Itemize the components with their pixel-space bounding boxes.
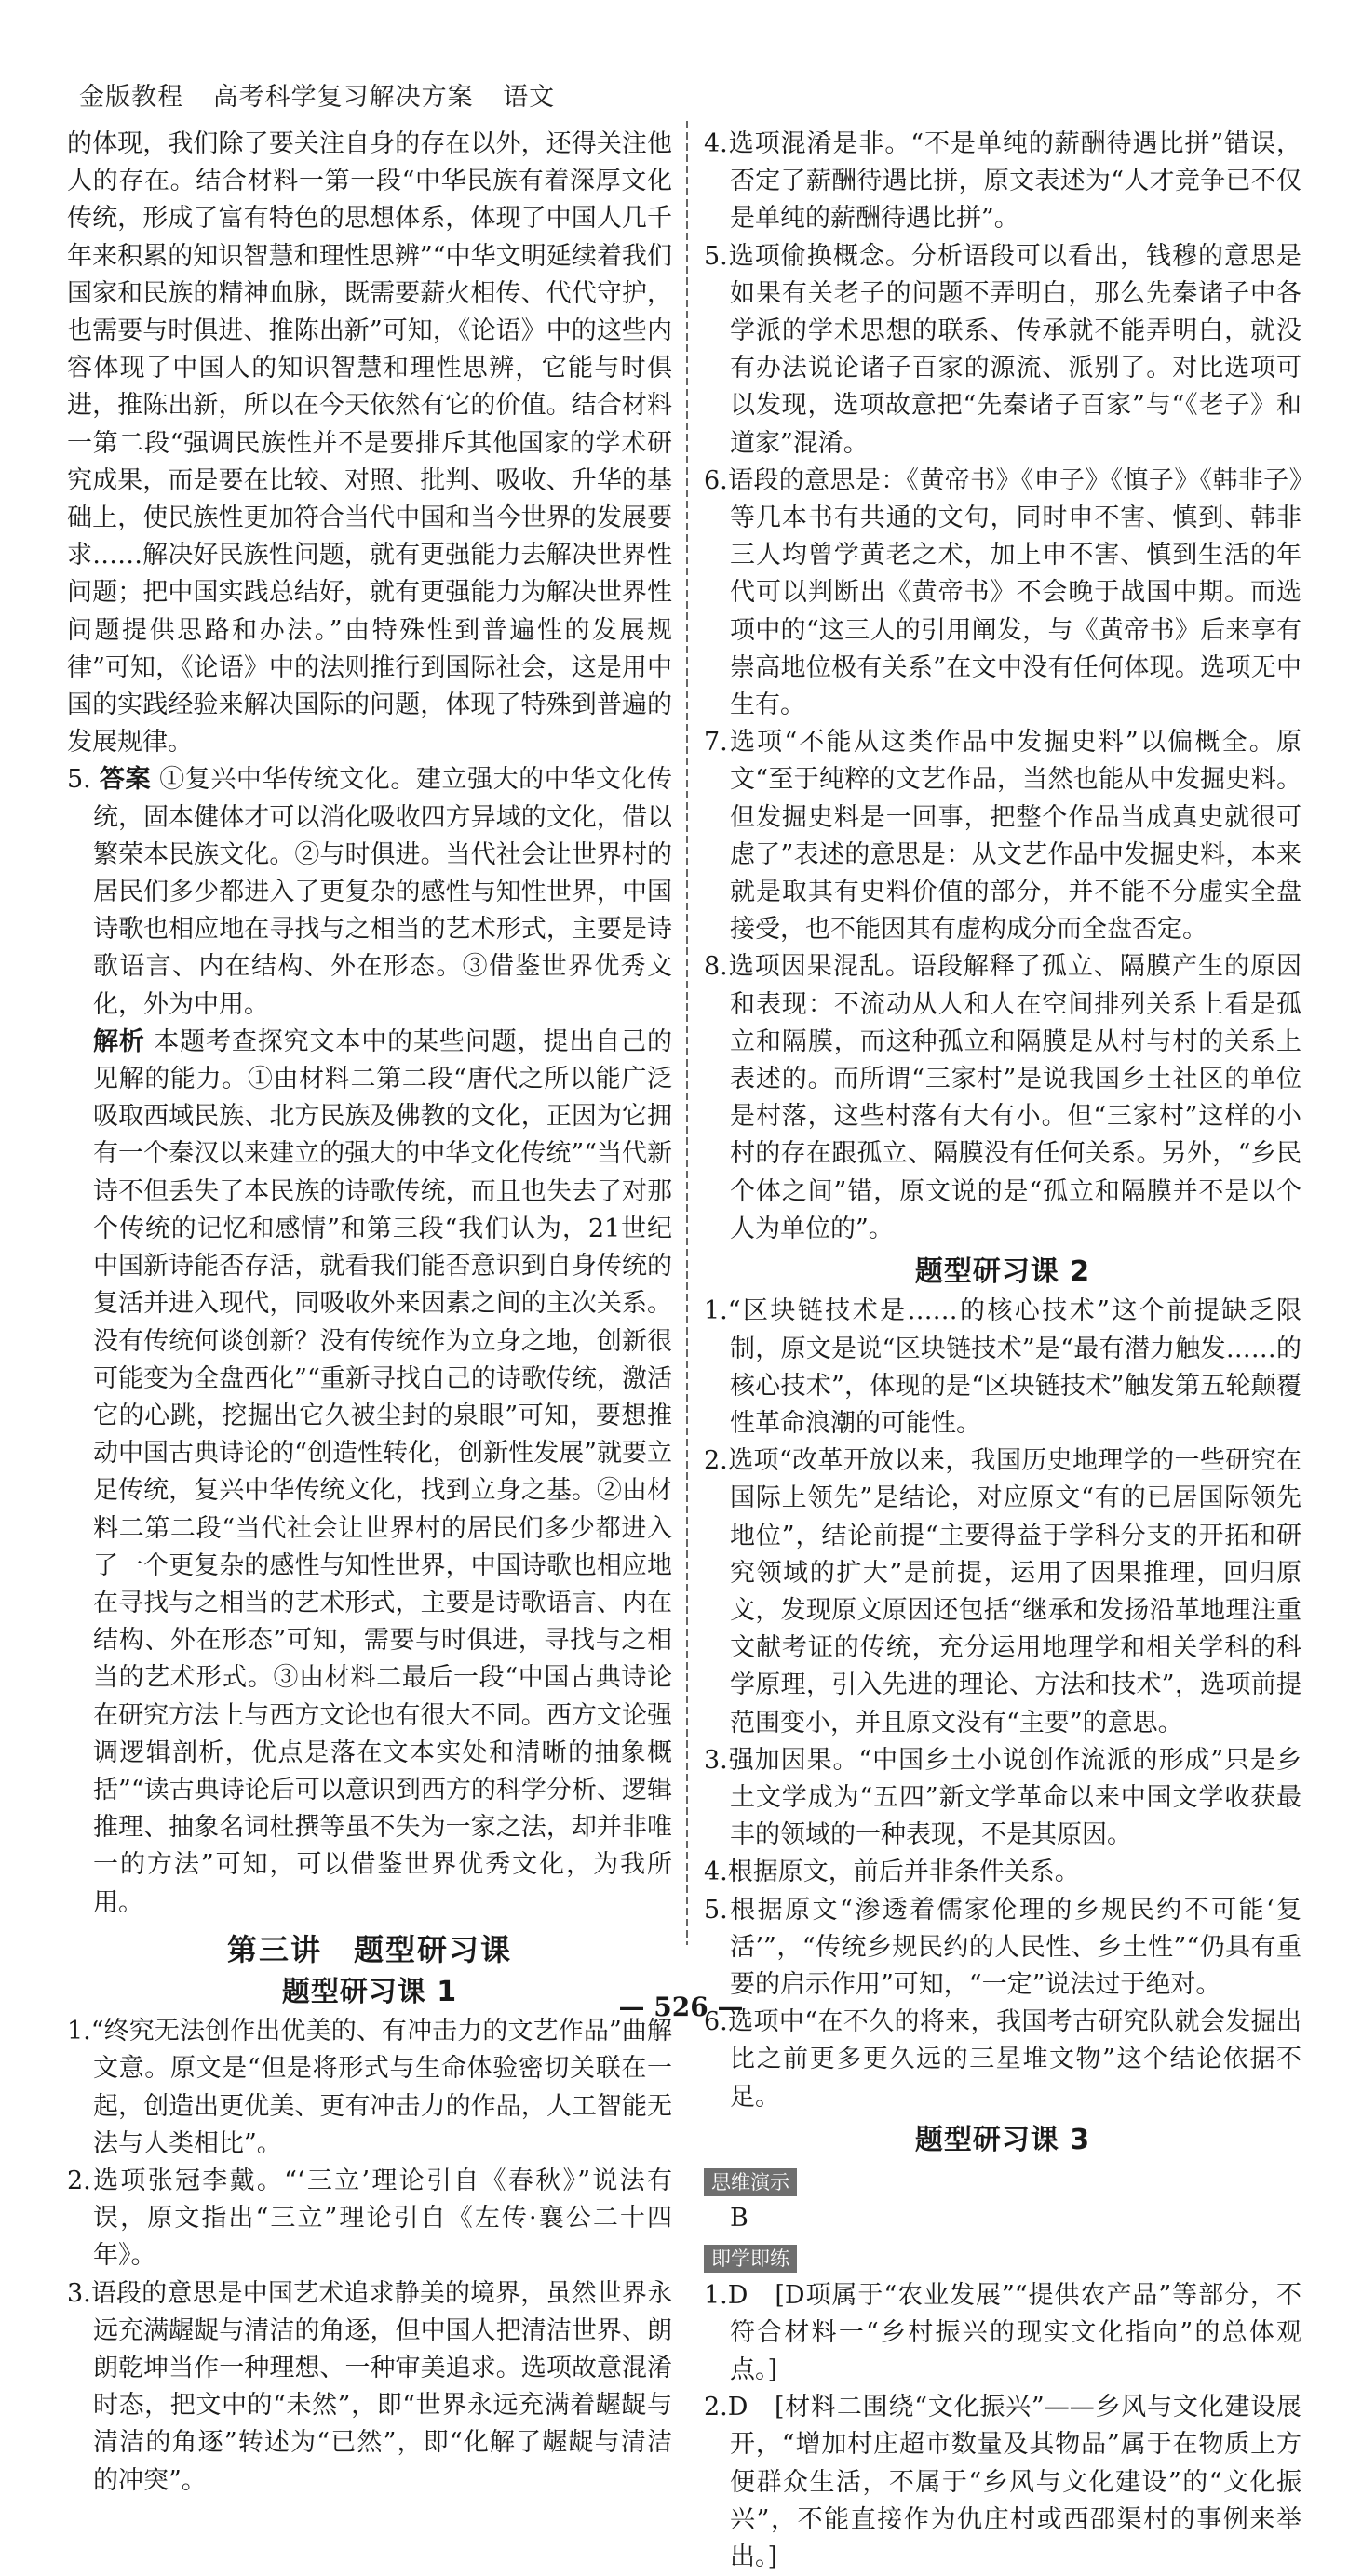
list-item: 7.选项“不能从这类作品中发掘史料”以偏概全。原文“至于纯粹的文艺作品，当然也能从中发掘史料。但发掘史料是一回事，把整个作品当成真史就很可虑了”表述的意思是：从文艺作品中发掘史料，本来就是取其有史料价值的部分，并不能不分虚实全盘接受，也不能因其有虚构成分而全盘否定。	[704, 728, 1301, 945]
series-title: 高考科学复习解决方案	[212, 83, 474, 112]
thinking-demo-tag: 思维演示	[704, 2168, 797, 2196]
book-title: 金版教程	[79, 83, 183, 112]
answer-text: ①复兴中华传统文化。建立强大的中华文化传统，固本健体才可以消化吸收四方异域的文化，借以繁荣本民族文化。②与时俱进。当代社会让世界村的居民们多少都进入了更复杂的感性与知性世界，中国诗歌也相应地在寻找与之相当的艺术形式，主要是诗歌语言、内在结构、外在形态。③借鉴世界优秀文化，外为中用。	[93, 765, 672, 1019]
section-title-2: 题型研习课 2	[914, 1255, 1091, 1289]
question-5-analysis	[67, 1024, 672, 1922]
section-title-3: 题型研习课 3	[914, 2123, 1091, 2156]
right-column	[704, 126, 1301, 2576]
section-title-1: 题型研习课 1	[281, 1975, 458, 2008]
list-item: 6.选项中“在不久的将来，我国考古研究队就会发掘出比之前更多更久远的三星堆文物”这个结论依据不足。	[704, 2007, 1301, 2112]
list-item: 5.选项偷换概念。分析语段可以看出，钱穆的意思是如果有关老子的问题不弄明白，那么先秦诸子中各学派的学术思想的联系、传承就不能弄明白，就没有办法说论诸子百家的源流、派别了。对比选项可以发现，选项故意把“先秦诸子百家”与“《老子》和道家”混淆。	[704, 241, 1301, 458]
page-number: — 526 —	[618, 1992, 744, 2022]
list-item: 3.语段的意思是中国艺术追求静美的境界，虽然世界永远充满龌龊与清洁的角逐，但中国人把清洁世界、朗朗乾坤当作一种理想、一种审美追求。选项故意混淆时态，把文中的“未然”，即“世界永远充满着龌龊与清洁的角逐”转述为“已然”，即“化解了龌龊与清洁的冲突”。	[67, 2278, 672, 2495]
continued-paragraph: 的体现，我们除了要关注自身的存在以外，还得关注他人的存在。结合材料一第一段“中华民族有着深厚文化传统，形成了富有特色的思想体系，体现了中国人几千年来积累的知识智慧和理性思辨”“中华文明延续着我们国家和民族的精神血脉，既需要薪火相传、代代守护，也需要与时俱进、推陈出新”可知，《论语》中的这些内容体现了中国人的知识智慧和理性思辨，它能与时俱进，推陈出新，所以在今天依然有它的价值。结合材料一第二段“强调民族性并不是要排斥其他国家的学术研究成果，而是要在比较、对照、批判、吸收、升华的基础上，使民族性更加符合当代中国和当今世界的发展要求……解决好民族性问题，就有更强能力去解决世界性问题；把中国实践总结好，就有更强能力为解决世界性问题提供思路和办法。”由特殊性到普遍性的发展规律”可知，《论语》中的法则推行到国际社会，这是用中国的实践经验来解决国际的问题，体现了特殊到普遍的发展规律。	[67, 129, 672, 758]
list-item: 4.选项混淆是非。“不是单纯的薪酬待遇比拼”错误，否定了薪酬待遇比拼，原文表述为“人才竞争已不仅是单纯的薪酬待遇比拼”。	[704, 129, 1301, 234]
list-item: 1.“区块链技术是……的核心技术”这个前提缺乏限制，原文是说“区块链技术”是“最有潜力触发……的核心技术”，体现的是“区块链技术”触发第五轮颠覆性革命浪潮的可能性。	[704, 1296, 1301, 1438]
list-item: 2.选项张冠李戴。“‘三立’理论引自《春秋》”说法有误，原文指出“三立”理论引自《左传·襄公二十四年》。	[67, 2166, 672, 2271]
column-divider	[686, 121, 688, 1945]
list-item: 3.强加因果。“中国乡土小说创作流派的形成”只是乡土文学成为“五四”新文学革命以来中国文学收获最丰的领域的一种表现，不是其原因。	[704, 1745, 1301, 1850]
left-column	[67, 126, 672, 2500]
list-item: 8.选项因果混乱。语段解释了孤立、隔膜产生的原因和表现：不流动从人和人在空间排列关系上看是孤立和隔膜，而这种孤立和隔膜是从村与村的关系上表述的。而所谓“三家村”是说我国乡土社区的单位是村落，这些村落有大有小。但“三家村”这样的小村的存在跟孤立、隔膜没有任何关系。另外，“乡民个体之间”错，原文说的是“孤立和隔膜并不是以个人为单位的”。	[704, 952, 1301, 1243]
analysis-label: 解析	[93, 1026, 145, 1056]
lecture-title: 第三讲 题型研习课	[226, 1931, 512, 1967]
list-item: 6.语段的意思是：《黄帝书》《申子》《慎子》《韩非子》等几本书有共通的文句，同时申不害、慎到、韩非三人均曾学黄老之术，加上申不害、慎到生活的年代可以判断出《黄帝书》不会晚于战国中期。而选项中的“这三人的引用阐发，与《黄帝书》后来享有崇高地位极有关系”在文中没有任何体现。选项无中生有。	[704, 465, 1301, 720]
list-item: 4.根据原文，前后并非条件关系。	[704, 1858, 1080, 1887]
list-item: 1.“终究无法创作出优美的、有冲击力的文艺作品”曲解文意。原文是“但是将形式与生命体验密切关联在一起，创造出更优美、更有冲击力的作品，人工智能无法与人类相比”。	[67, 2017, 672, 2158]
practice-tag: 即学即练	[704, 2245, 797, 2273]
analysis-text: 本题考查探究文本中的某些问题，提出自己的见解的能力。①由材料二第二段“唐代之所以能广泛吸取西域民族、北方民族及佛教的文化，正因为它拥有一个秦汉以来建立的强大的中华文化传统”“当代新诗不但丢失了本民族的诗歌传统，而且也失去了对那个传统的记忆和感情”和第三段“我们认为，21世纪中国新诗能否存活，就看我们能否意识到自身传统的复活并进入现代，同吸收外来因素之间的主次关系。没有传统何谈创新？没有传统作为立身之地，创新很可能变为全盘西化”“重新寻找自己的诗歌传统，激活它的心跳，挖掘出它久被尘封的泉眼”可知，要想推动中国古典诗论的“创造性转化，创新性发展”就要立足传统，复兴中华传统文化，找到立身之基。②由材料二第二段“当代社会让世界村的居民们多少都进入了一个更复杂的感性与知性世界，中国诗歌也相应地在寻找与之相当的艺术形式，主要是诗歌语言、内在结构、外在形态”可知，需要与时俱进，寻找与之相当的艺术形式。③由材料二最后一段“中国古典诗论在研究方法上与西方文论也有很大不同。西方文论强调逻辑剖析，优点是落在文本实处和清晰的抽象概括”“读古典诗论后可以意识到西方的科学分析、逻辑推理、抽象名词杜撰等虽不失为一家之法，却并非唯一的方法”可知，可以借鉴世界优秀文化，为我所用。	[93, 1026, 672, 1917]
question-5-answer: 5. 答案 ①复兴中华传统文化。建立强大的中华文化传统，固本健体才可以消化吸收四方异域的文化，借以繁荣本民族文化。②与时俱进。当代社会让世界村的居民们多少都进入了更复杂的感性与知性世界，中国诗歌也相应地在寻找与之相当的艺术形式，主要是诗歌语言、内在结构、外在形态。③借鉴世界优秀文化，外为中用。	[67, 765, 672, 1019]
subject-label: 语文	[503, 83, 556, 112]
list-item: 2.D [材料二围绕“文化振兴”——乡风与文化建设展开，“增加村庄超市数量及其物品”属于在物质上方便群众生活，不属于“乡风与文化建设”的“文化振兴”，不能直接作为仇庄村或西邵渠村的事例来举出。]	[704, 2393, 1301, 2571]
list-item: 1.D [D项属于“农业发展”“提供农产品”等部分，不符合材料一“乡村振兴的现实文化指向”的总体观点。]	[704, 2280, 1301, 2384]
list-item: 5.根据原文“渗透着儒家伦理的乡规民约不可能‘复活’”，“传统乡规民约的人民性、乡土性”“仍具有重要的启示作用”可知，“一定”说法过于绝对。	[704, 1895, 1301, 1999]
running-header	[79, 76, 575, 113]
list-item: 2.选项“改革开放以来，我国历史地理学的一些研究在国际上领先”是结论，对应原文“有的已居国际领先地位”，结论前提“主要得益于学科分支的开拓和研究领域的扩大”是前提，运用了因果推理，回归原文，发现原文原因还包括“继承和发扬沿革地理注重文献考证的传统，充分运用地理学和相关学科的科学原理，引入先进的理论、方法和技术”，选项前提范围变小，并且原文没有“主要”的意思。	[704, 1446, 1301, 1737]
thinking-answer: B	[730, 2204, 748, 2234]
answer-label: 答案	[99, 765, 152, 795]
